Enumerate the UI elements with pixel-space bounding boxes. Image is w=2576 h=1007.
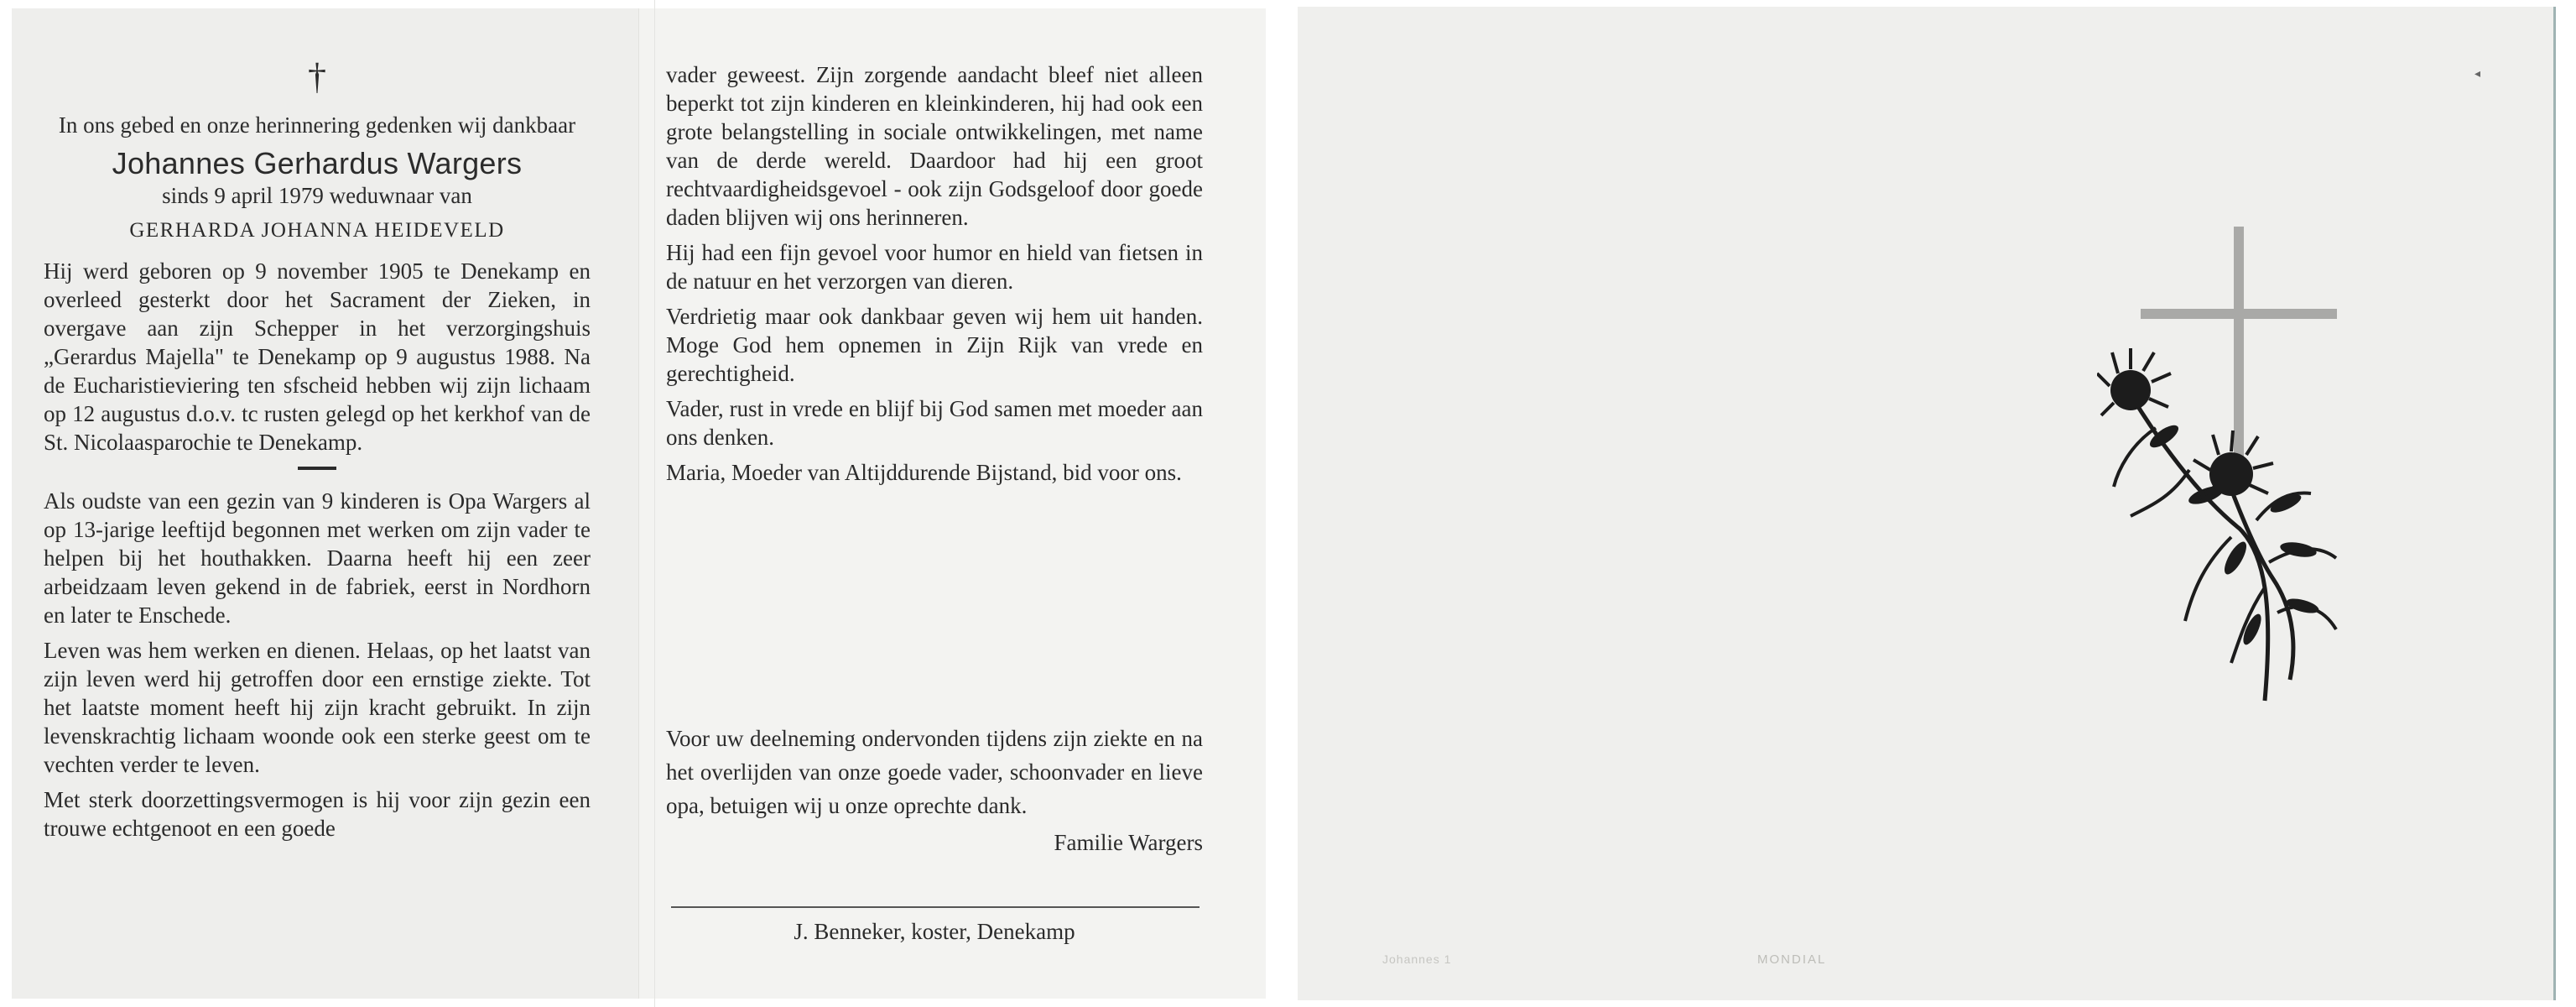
cross-icon — [2141, 227, 2337, 478]
biography-paragraph-2: Als oudste van een gezin van 9 kinderen is Opa Wargers al op 13-jarige leeftijd begonnen met werken om zijn vader te helpen bij het houthakken. Daarna heeft hij een zeer arbeidzaam leven gekend in de fabriek, eerst in Nordhorn en later te Enschede. — [44, 488, 591, 628]
memorial-paragraph-4: Vader, rust in vrede en blijf bij God samen met moeder aan ons denken. — [666, 396, 1203, 450]
signature-rule — [671, 906, 1200, 908]
card-imprint-left: Johannes 1 — [1382, 952, 1452, 966]
section-divider — [298, 467, 336, 470]
intro-text: In ons gebed en onze herinnering gedenken wij dankbaar — [58, 112, 576, 138]
family-signature: Familie Wargers — [1054, 830, 1203, 855]
middle-text-column — [666, 60, 1203, 493]
fold-line — [654, 0, 655, 1007]
cross-and-flower-illustration — [2097, 227, 2374, 730]
printer-credit: J. Benneker, koster, Denekamp — [794, 919, 1075, 944]
flower-icon — [2097, 348, 2336, 701]
biography-paragraph-1: Hij werd geboren op 9 november 1905 te Denekamp en overleed gesterkt door het Sacrament der Zieken, in overgave aan zijn Schepper in het verzorgingshuis „Gerardus Majella" te Denekamp op 9 augustus 1988. Na de Eucharistieviering ten sfscheid hebben wij zijn lichaam op 12 augustus d.o.v. tc rusten gelegd op het kerkhof van de St. Nicolaasparochie te Denekamp. — [44, 258, 591, 455]
corner-mark-icon: ◂ — [2475, 68, 2481, 81]
deceased-name: Johannes Gerhardus Wargers — [112, 146, 523, 180]
biography-paragraph-4: Met sterk doorzettingsvermogen is hij voor zijn gezin een trouwe echtgenoot en een goede — [44, 787, 591, 841]
left-text-column — [44, 56, 591, 849]
spouse-name: GERHARDA JOHANNA HEIDEVELD — [129, 219, 505, 242]
biography-paragraph-3: Leven was hem werken en dienen. Helaas, op het laatst van zijn leven werd hij getroffen door een ernstige ziekte. Tot het laatste moment heeft hij zijn kracht gebruikt. In zijn levenskrachtig lichaam woonde ook een sterke geest om te vechten verder te leven. — [44, 638, 591, 777]
cross-icon: † — [308, 56, 326, 97]
thanks-block — [666, 722, 1203, 859]
card-imprint-publisher: MONDIAL — [1757, 952, 1827, 967]
thanks-text: Voor uw deelneming ondervonden tijdens zijn ziekte en na het overlijden van onze goede vader, schoonvader en lieve opa, betuigen wij u onze oprechte dank. — [666, 726, 1203, 818]
memorial-paragraph-3: Verdrietig maar ook dankbaar geven wij hem uit handen. Moge God hem opnemen in Zijn Rijk van vrede en gerechtigheid. — [666, 304, 1203, 386]
memorial-paragraph-2: Hij had een fijn gevoel voor humor en hield van fietsen in de natuur en het verzorgen van dieren. — [666, 240, 1203, 294]
widower-line: sinds 9 april 1979 weduwnaar van — [162, 183, 472, 208]
memorial-paragraph-1: vader geweest. Zijn zorgende aandacht bleef niet alleen beperkt tot zijn kinderen en kleinkinderen, hij had ook een grote belangstelling in sociale ontwikkelingen, met name van de derde wereld. Daardoor had hij een groot rechtvaardigheidsgevoel - ook zijn Godsgeloof door goede daden blijven wij ons herinneren. — [666, 62, 1203, 230]
prayer-text: Maria, Moeder van Altijddurende Bijstand, bid voor ons. — [666, 460, 1182, 485]
